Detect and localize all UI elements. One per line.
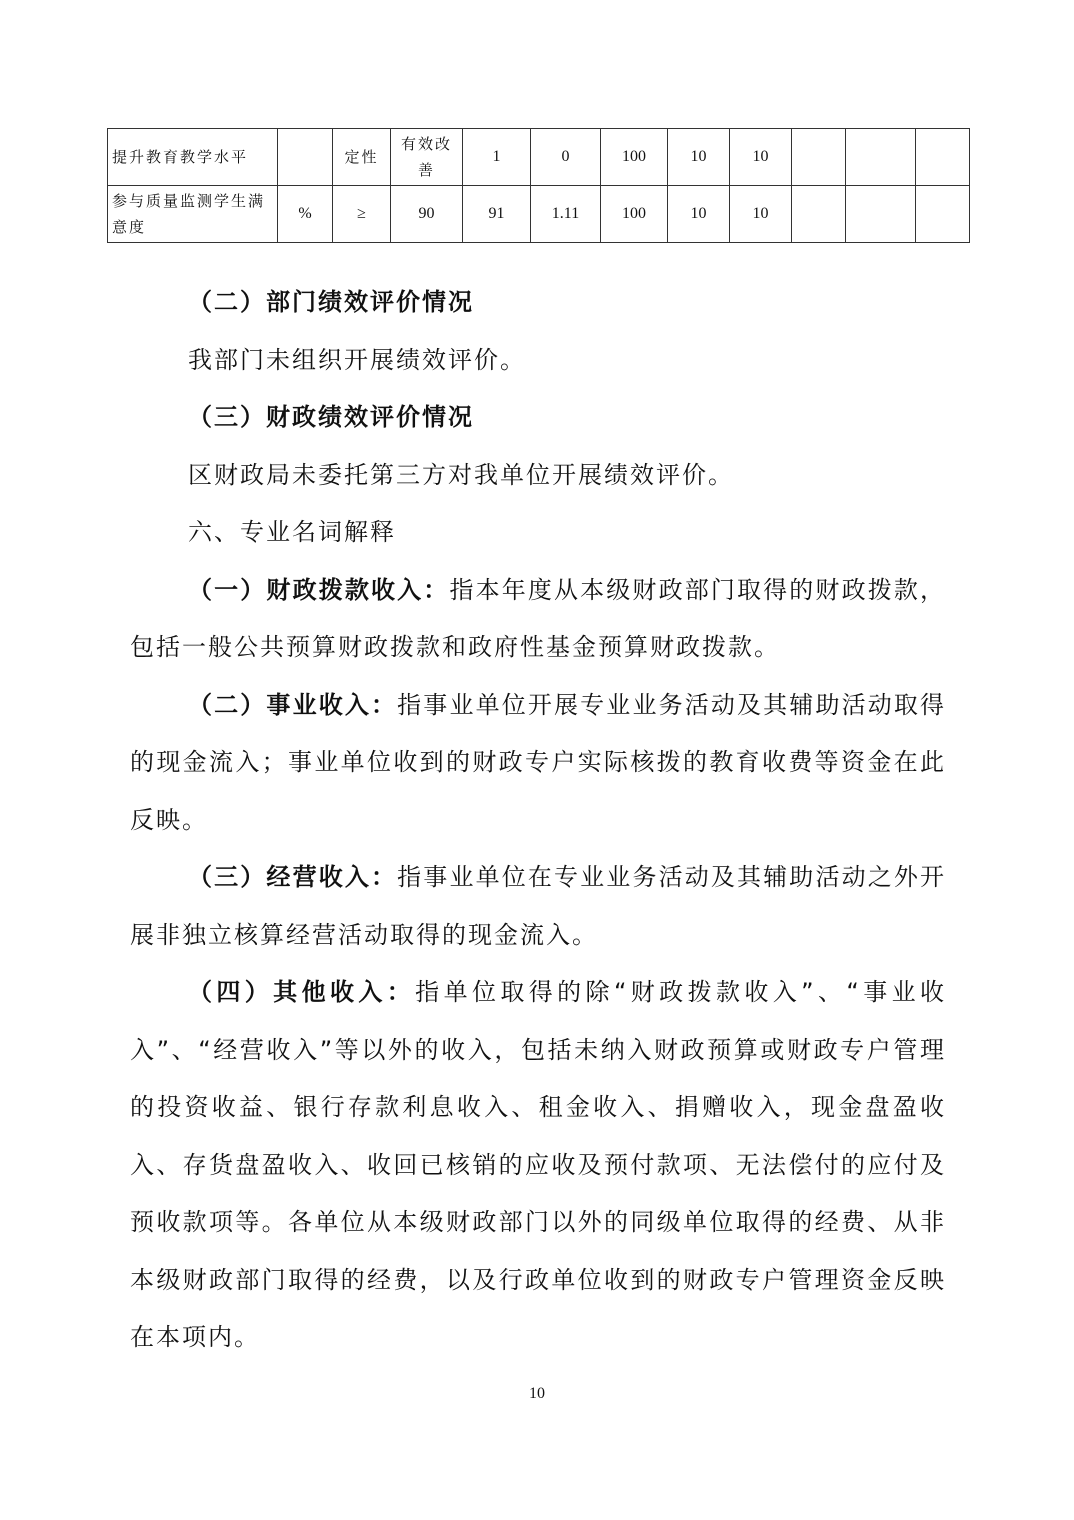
indicator-extra-2 xyxy=(846,186,916,243)
indicator-actual: 91 xyxy=(463,186,531,243)
indicator-weight: 10 xyxy=(668,129,730,186)
indicator-unit xyxy=(278,129,333,186)
term-label: （四）其他收入： xyxy=(188,978,416,1006)
term-definition: 指单位取得的除“财政拨款收入”、“事业收入”、“经营收入”等以外的收入，包括未纳入财政预算或财政专户管理的投资收益、银行存款利息收入、租金收入、捐赠收入，现金盘盈收入、存货盘盈收入、收回已核销的应收及预付款项、无法偿付的应付及预收款项等。各单位从本级财政部门以外的同级单位取得的经费、从非本级财政部门取得的经费，以及行政单位收到的财政专户管理资金反映在本项内。 xyxy=(130,978,946,1351)
indicator-deviation: 0 xyxy=(531,129,601,186)
indicator-weight: 10 xyxy=(668,186,730,243)
indicator-target: 90 xyxy=(391,186,463,243)
table-row xyxy=(108,129,970,186)
term-definition: 指本年度从本级财政部门取得的财政拨款，包括一般公共预算财政拨款和政府性基金预算财政拨款。 xyxy=(130,575,947,661)
indicator-deviation: 1.11 xyxy=(531,186,601,243)
indicator-extra-3 xyxy=(916,186,970,243)
document-body xyxy=(130,274,946,1367)
term-paragraph xyxy=(130,849,946,964)
paragraph: 区财政局未委托第三方对我单位开展绩效评价。 xyxy=(188,460,734,489)
term-label: （二）事业收入： xyxy=(188,690,398,719)
term-paragraph xyxy=(130,964,946,1367)
term-definition: 指事业单位开展专业业务活动及其辅助活动取得的现金流入；事业单位收到的财政专户实际核拨的教育收费等资金在此反映。 xyxy=(130,690,947,834)
indicator-name: 提升教育教学水平 xyxy=(108,129,278,186)
indicator-completion: 100 xyxy=(601,186,668,243)
term-label: （三）经营收入： xyxy=(188,863,398,891)
indicator-operator: 定性 xyxy=(333,129,391,186)
page-number: 10 xyxy=(529,1385,545,1402)
indicator-completion: 100 xyxy=(601,129,668,186)
term-paragraph xyxy=(130,677,946,850)
chapter-heading: 六、专业名词解释 xyxy=(188,518,396,546)
indicator-extra-3 xyxy=(916,129,970,186)
section-heading: （二）部门绩效评价情况 xyxy=(188,288,474,316)
paragraph: 我部门未组织开展绩效评价。 xyxy=(188,345,526,374)
term-definition: 指事业单位在专业业务活动及其辅助活动之外开展非独立核算经营活动取得的现金流入。 xyxy=(130,863,947,949)
indicator-actual: 1 xyxy=(463,129,531,186)
indicator-target: 有效改善 xyxy=(391,129,463,186)
indicator-extra-1 xyxy=(792,186,846,243)
indicator-unit: % xyxy=(278,186,333,243)
performance-indicator-table xyxy=(107,128,970,243)
indicator-score: 10 xyxy=(730,129,792,186)
indicator-extra-2 xyxy=(846,129,916,186)
indicator-score: 10 xyxy=(730,186,792,243)
indicator-operator: ≥ xyxy=(333,186,391,243)
table-row xyxy=(108,186,970,243)
indicator-extra-1 xyxy=(792,129,846,186)
term-paragraph xyxy=(130,562,946,677)
indicator-name: 参与质量监测学生满意度 xyxy=(108,186,278,243)
section-heading: （三）财政绩效评价情况 xyxy=(188,403,474,431)
term-label: （一）财政拨款收入： xyxy=(188,575,450,604)
